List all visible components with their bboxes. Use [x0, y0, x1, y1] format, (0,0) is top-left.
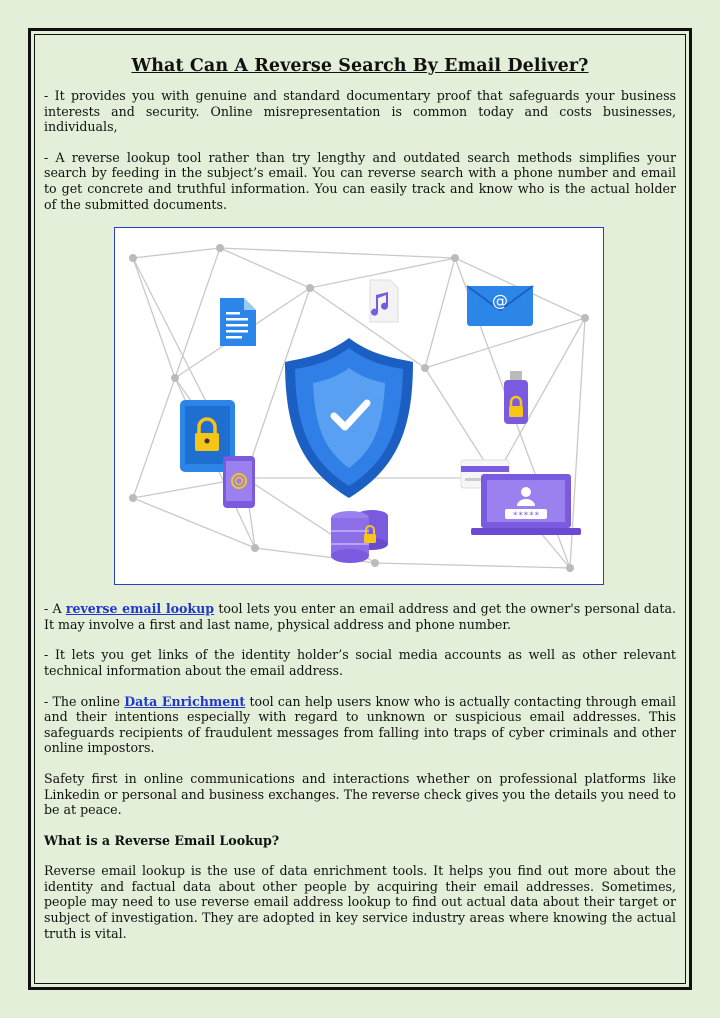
- section-subheading: What is a Reverse Email Lookup?: [44, 832, 280, 848]
- paragraph-5-suffix: tool can help users know who is actually contacting through email and their intentions especially with regard to unknown or suspicious email addresses. This safeguards recipients of fraudulent messages from falling into traps of cyber criminals and other online impostors.: [44, 693, 676, 756]
- document-body: [44, 56, 676, 956]
- laptop-icon: [471, 474, 581, 535]
- email-at-symbol: @: [492, 291, 508, 311]
- music-file-icon: [370, 280, 398, 322]
- paragraph-7: Reverse email lookup is the use of data enrichment tools. It helps you find out more about the identity and factual data about other people by acquiring their email addresses. Sometimes, people may need to use reverse email address lookup to find out actual data about their target or subject of investigation. They are adopted in key service industry areas where knowing the actual truth is vital.: [44, 863, 676, 941]
- paragraph-3-suffix: tool lets you enter an email address and get the owner's personal data. It may involve a first and last name, physical address and phone number.: [44, 601, 676, 632]
- paragraph-6: Safety first in online communications and interactions whether on professional platforms like Linkedin or personal and business exchanges. The reverse check gives you the details you need to be at peace.: [44, 770, 676, 818]
- data-enrichment-link[interactable]: Data Enrichment: [124, 693, 246, 709]
- email-icon: [467, 286, 533, 326]
- usb-lock-icon: [504, 371, 528, 424]
- database-lock-icon: [331, 510, 388, 563]
- page-title: What Can A Reverse Search By Email Deliver?: [131, 56, 589, 76]
- shield-check-icon: [285, 338, 413, 498]
- paragraph-5: [44, 694, 676, 756]
- paragraph-3: [44, 601, 676, 632]
- security-illustration: [114, 227, 604, 585]
- laptop-password-text: *****: [512, 511, 540, 522]
- fingerprint-phone-icon: [223, 456, 255, 508]
- paragraph-2: - A reverse lookup tool rather than try lengthy and outdated search methods simplifies your search by feeding in the subject’s email. You can reverse search with a phone number and email to get concrete and truthful information. You can easily track and know who is the actual holder of the submitted documents.: [44, 149, 676, 212]
- reverse-email-lookup-link[interactable]: reverse email lookup: [65, 601, 215, 617]
- paragraph-3-prefix: - A: [44, 601, 66, 617]
- paragraph-4: - It lets you get links of the identity holder’s social media accounts as well as other relevant technical information about the email address.: [44, 647, 676, 678]
- paragraph-5-prefix: - The online: [44, 693, 125, 709]
- document-icon: [220, 298, 256, 346]
- paragraph-1: - It provides you with genuine and standard documentary proof that safeguards your business interests and security. Online misrepresentation is common today and costs businesses, individuals,: [44, 88, 676, 135]
